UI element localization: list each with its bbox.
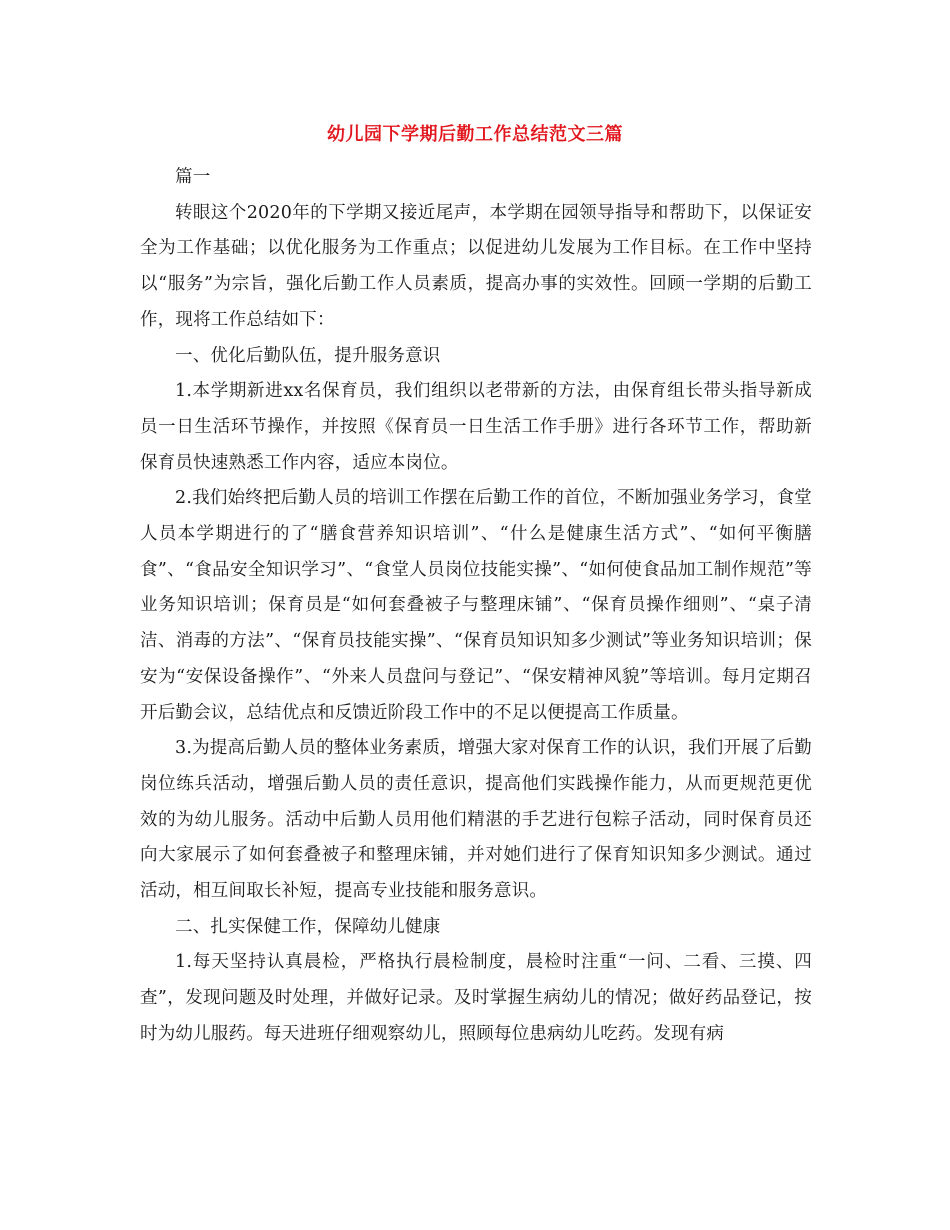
intro-paragraph: 转眼这个2020年的下学期又接近尾声，本学期在园领导指导和帮助下，以保证安全为工作基础；以优化服务为工作重点；以促进幼儿发展为工作目标。在工作中坚持以“服务”为宗旨，强化后勤工作人员素质，提高办事的实效性。回顾一学期的后勤工作，现将工作总结如下： (140, 202, 812, 330)
section-heading-part-one: 篇一 (175, 167, 211, 187)
section-heading-health-care: 二、扎实保健工作，保障幼儿健康 (175, 916, 441, 937)
paragraph-health-item-1: 1.每天坚持认真晨检，严格执行晨检制度，晨检时注重“一问、二看、三摸、四查”，发现问题及时处理，并做好记录。及时掌握生病幼儿的情况；做好药品登记，按时为幼儿服药。每天进班仔细观察幼儿，照顾每位患病幼儿吃药。发现有病 (140, 952, 812, 1044)
paragraph-item-3: 3.为提高后勤人员的整体业务素质，增强大家对保育工作的认识，我们开展了后勤岗位练兵活动，增强后勤人员的责任意识，提高他们实践操作能力，从而更规范更优效的为幼儿服务。活动中后勤人员用他们精湛的手艺进行包粽子活动，同时保育员还向大家展示了如何套叠被子和整理床铺，并对她们进行了保育知识知多少测试。通过活动，相互间取长补短，提高专业技能和服务意识。 (140, 738, 812, 902)
paragraph-item-2: 2.我们始终把后勤人员的培训工作摆在后勤工作的首位，不断加强业务学习，食堂人员本学期进行的了“膳食营养知识培训”、“什么是健康生活方式”、“如何平衡膳食”、“食品安全知识学习”、“食堂人员岗位技能实操”、“如何使食品加工制作规范”等业务知识培训；保育员是“如何套叠被子与整理床铺”、“保育员操作细则”、“桌子清洁、消毒的方法”、“保育员技能实操”、“保育员知识知多少测试”等业务知识培训；保安为“安保设备操作”、“外来人员盘问与登记”、“保安精神风貌”等培训。每月定期召开后勤会议，总结优点和反馈近阶段工作中的不足以便提高工作质量。 (140, 488, 812, 723)
document-body (140, 160, 812, 1053)
document-title: 幼儿园下学期后勤工作总结范文三篇 (327, 124, 623, 145)
section-heading-logistics-team: 一、优化后勤队伍，提升服务意识 (175, 345, 441, 366)
paragraph-item-1: 1.本学期新进xx名保育员，我们组织以老带新的方法，由保育组长带头指导新成员一日生活环节操作，并按照《保育员一日生活工作手册》进行各环节工作，帮助新保育员快速熟悉工作内容，适应本岗位。 (140, 381, 812, 473)
